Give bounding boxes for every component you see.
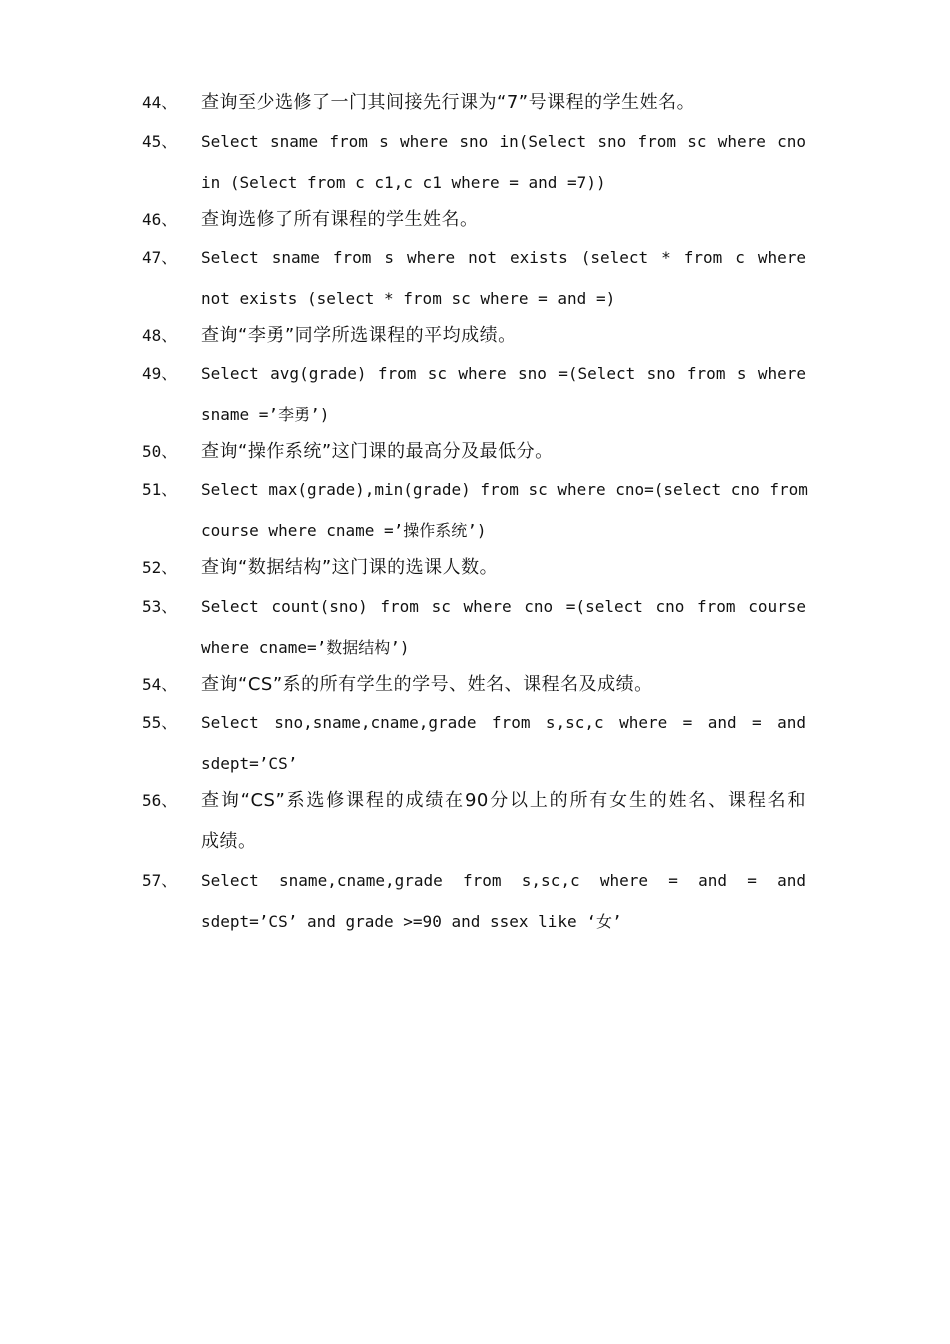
item-code-line: sname =’李勇’) [201, 405, 330, 424]
item-text-line: 查询“操作系统”这门课的最高分及最低分。 [201, 441, 554, 462]
item-number: 52、 [142, 558, 178, 577]
item-code-line: Select sname from s where not exists (select * from c where [201, 248, 806, 267]
item-number: 44、 [142, 93, 178, 112]
item-number: 53、 [142, 597, 178, 616]
item-code-line: sdept=’CS’ [201, 754, 298, 773]
item-number: 56、 [142, 791, 178, 810]
item-text-line: 查询“CS”系的所有学生的学号、姓名、课程名及成绩。 [201, 674, 653, 695]
item-code-line: not exists (select * from sc where = and =) [201, 289, 616, 308]
item-code-line: Select sname,cname,grade from s,sc,c where = and = and [201, 871, 806, 890]
item-text-line: 查询选修了所有课程的学生姓名。 [201, 209, 479, 230]
item-text-line: 查询“李勇”同学所选课程的平均成绩。 [201, 325, 517, 346]
item-number: 50、 [142, 442, 178, 461]
item-number: 54、 [142, 675, 178, 694]
item-code-line: Select avg(grade) from sc where sno =(Select sno from s where [201, 364, 806, 383]
item-text-line: 查询至少选修了一门其间接先行课为“7”号课程的学生姓名。 [201, 92, 696, 113]
item-code-line: Select sno,sname,cname,grade from s,sc,c where = and = and [201, 713, 806, 732]
item-number: 47、 [142, 248, 178, 267]
item-code-line: sdept=’CS’ and grade >=90 and ssex like ‘女’ [201, 912, 622, 931]
item-code-line: course where cname =’操作系统’) [201, 521, 487, 540]
item-number: 51、 [142, 480, 178, 499]
item-number: 57、 [142, 871, 178, 890]
item-code-line: where cname=’数据结构’) [201, 638, 410, 657]
item-code-line: Select sname from s where sno in(Select sno from sc where cno [201, 132, 806, 151]
item-text-line: 查询“CS”系选修课程的成绩在90分以上的所有女生的姓名、课程名和 [201, 790, 806, 811]
item-number: 48、 [142, 326, 178, 345]
item-text-line: 查询“数据结构”这门课的选课人数。 [201, 557, 499, 578]
item-text-line: 成绩。 [201, 831, 257, 852]
item-code-line: Select max(grade),min(grade) from sc where cno=(select cno from [201, 480, 808, 499]
item-number: 45、 [142, 132, 178, 151]
item-number: 55、 [142, 713, 178, 732]
item-code-line: Select count(sno) from sc where cno =(select cno from course [201, 597, 806, 616]
item-code-line: in (Select from c c1,c c1 where = and =7)) [201, 173, 606, 192]
item-number: 49、 [142, 364, 178, 383]
item-number: 46、 [142, 210, 178, 229]
